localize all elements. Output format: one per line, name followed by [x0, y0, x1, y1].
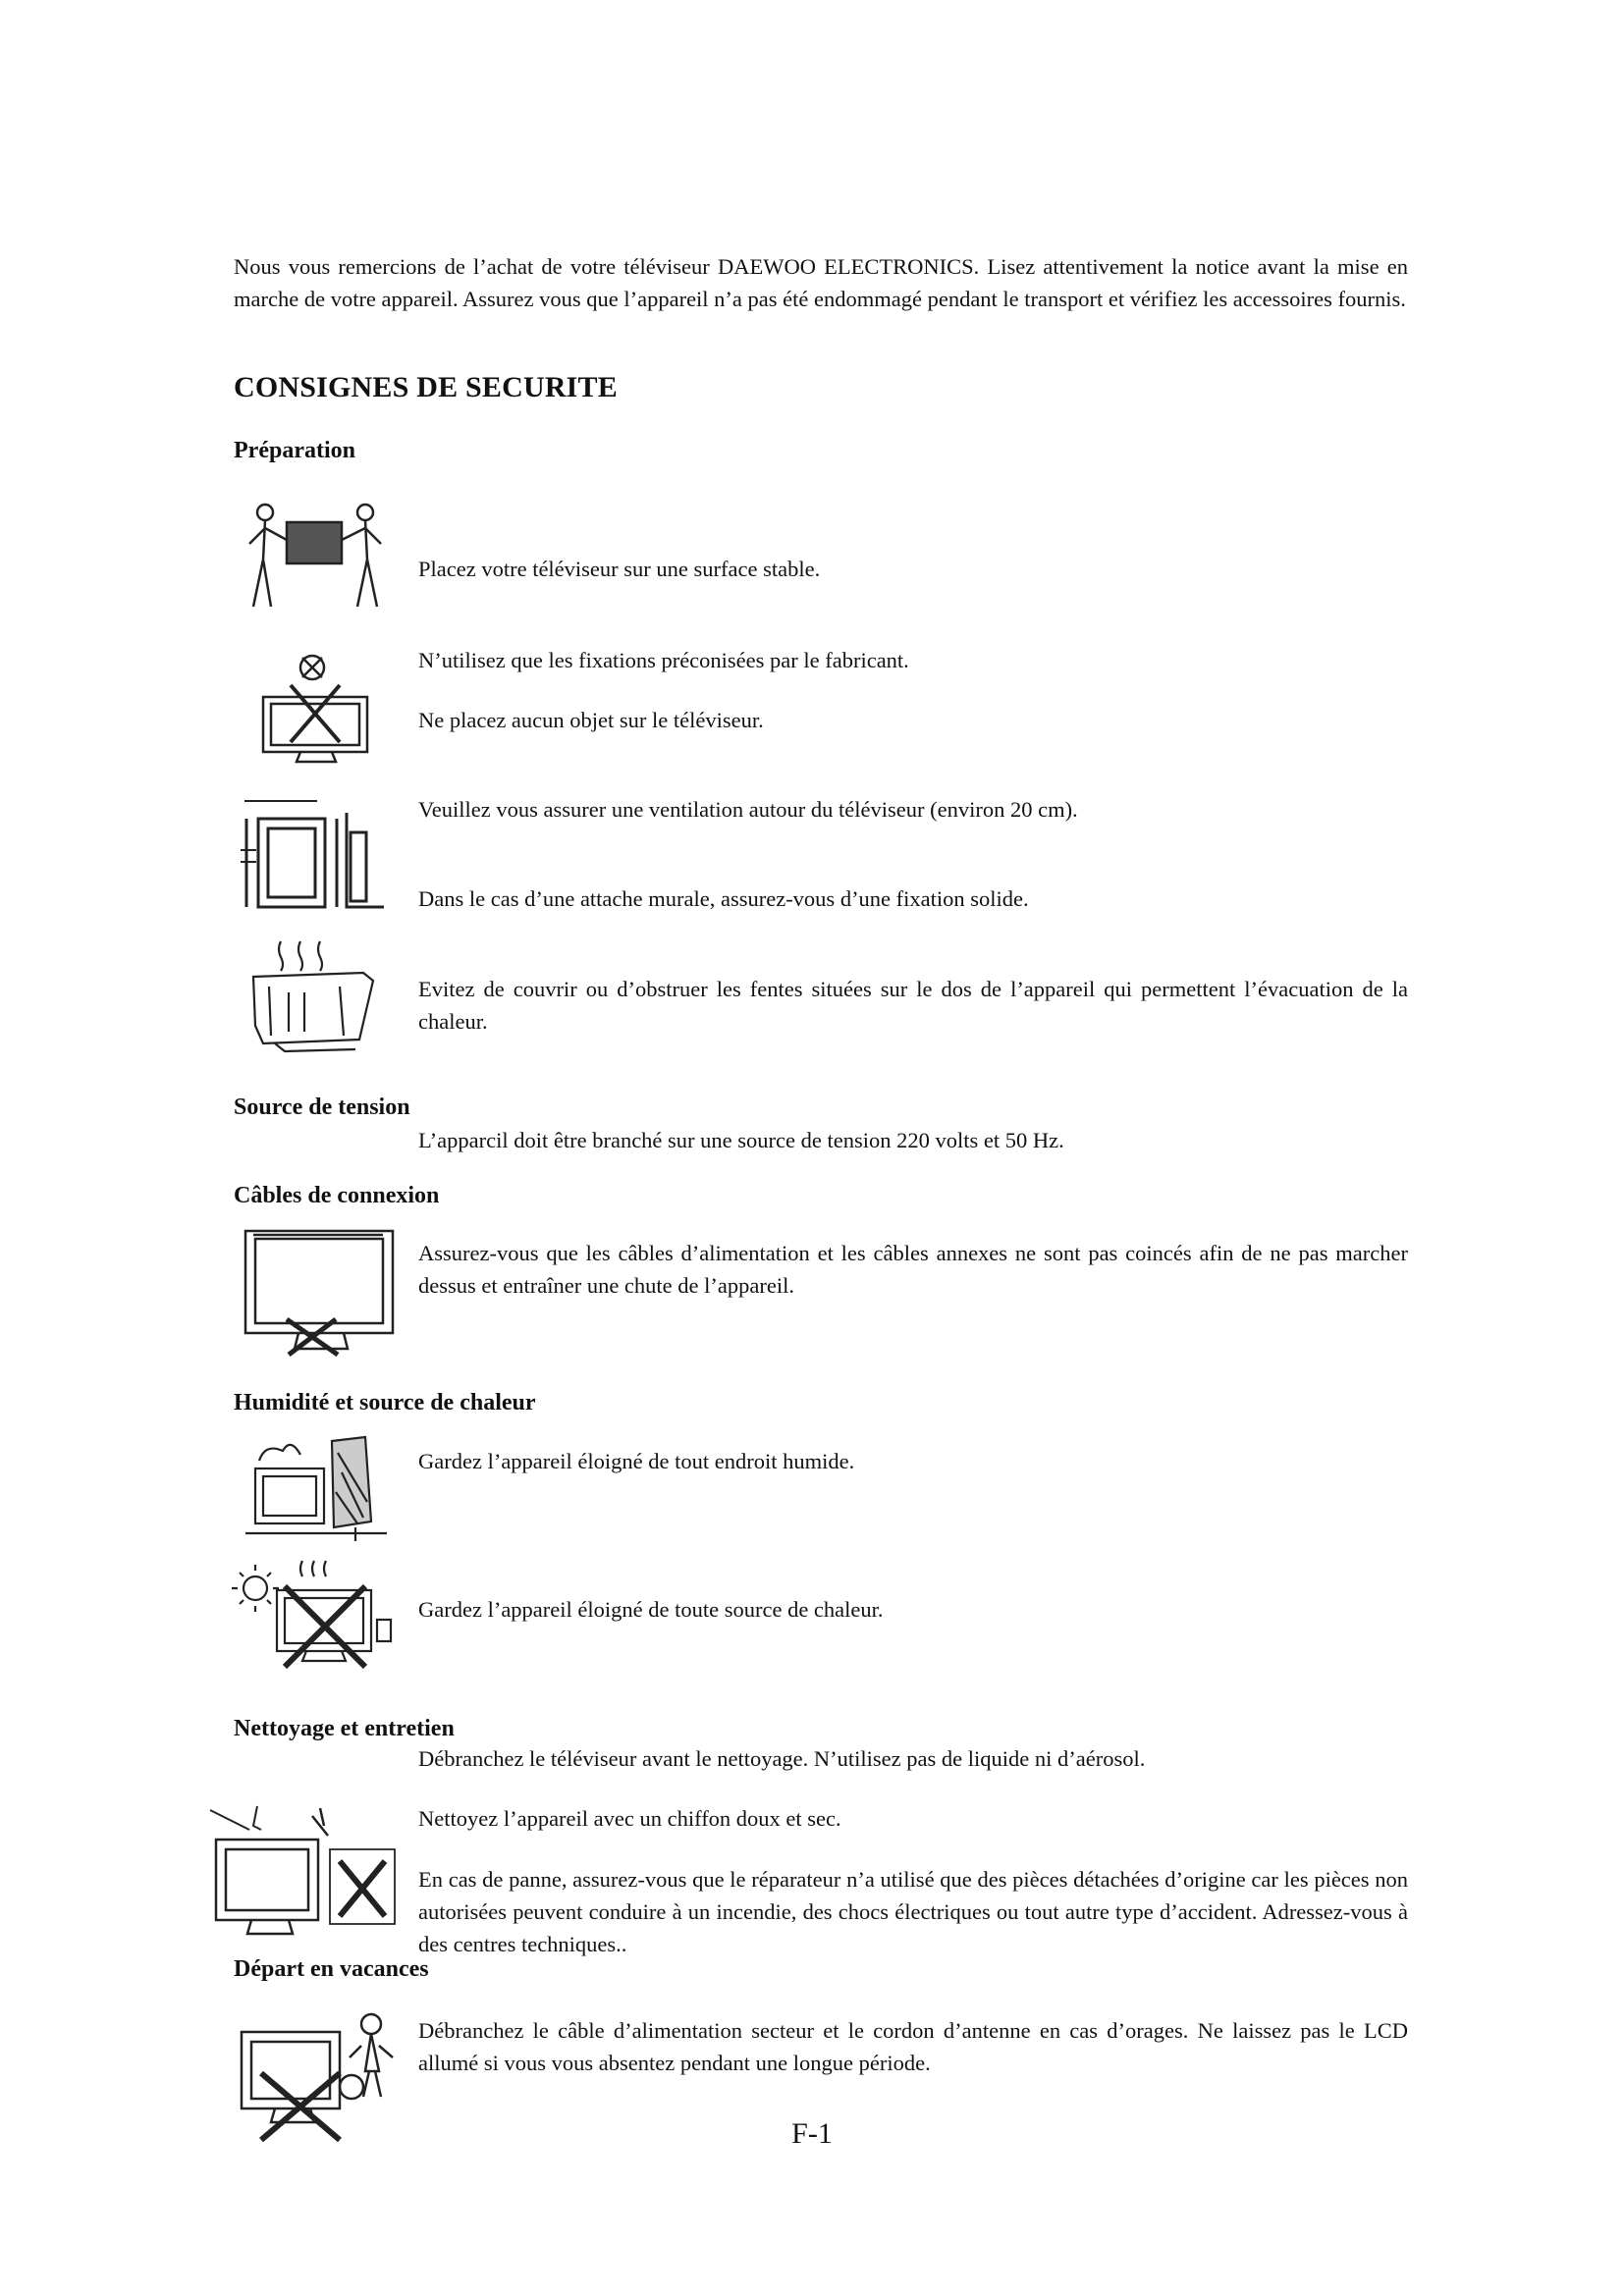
carry-tv-illustration — [236, 501, 393, 611]
intro-paragraph: Nous vous remercions de l’achat de votre téléviseur DAEWOO ELECTRONICS. Lisez attentivement la notice avant la mise en marche de votre appareil. Assurez vous que l’appareil n’a pas été endommagé pendant le transport et vérifiez les accessoires fournis. — [234, 254, 1408, 311]
stable-surface-text: Placez votre téléviseur sur une surface stable. — [418, 557, 821, 581]
cable-trip-illustration — [240, 1227, 401, 1357]
section-heading-preparation: Préparation — [234, 438, 355, 463]
cloth-text: Nettoyez l’appareil avec un chiffon doux et sec. — [418, 1806, 841, 1831]
section-heading-cleaning: Nettoyage et entretien — [234, 1716, 455, 1741]
cleaning-illustration — [202, 1796, 405, 1942]
ventilation-clearance-illustration — [239, 793, 386, 911]
cables-text: Assurez-vous que les câbles d’alimentation et les câbles annexes ne sont pas coincés afin de ne pas marcher dessus et entraîner une chute de l’appareil. — [418, 1241, 1408, 1298]
fixations-text: N’utilisez que les fixations préconisées par le fabricant. — [418, 648, 909, 672]
heat-text: Gardez l’appareil éloigné de toute source de chaleur. — [418, 1597, 884, 1622]
wall-mount-text: Dans le cas d’une attache murale, assurez-vous d’une fixation solide. — [418, 886, 1029, 911]
heat-source-illustration — [222, 1551, 397, 1673]
power-text: L’apparcil doit être branché sur une source de tension 220 volts et 50 Hz. — [418, 1128, 1064, 1152]
humidity-illustration — [240, 1433, 397, 1543]
section-heading-vacation: Départ en vacances — [234, 1956, 429, 1982]
page-number: F-1 — [791, 2117, 833, 2150]
repair-text: En cas de panne, assurez-vous que le réparateur n’a utilisé que des pièces détachées d’origine car les pièces non autorisées peuvent conduire à un incendie, des chocs électriques ou tout autre type d’accident. Adressez-vous à des centres techniques.. — [418, 1867, 1408, 1956]
section-heading-power: Source de tension — [234, 1095, 410, 1120]
no-object-text: Ne placez aucun objet sur le téléviseur. — [418, 708, 764, 732]
no-object-on-tv-illustration — [242, 648, 389, 766]
section-heading-humidity: Humidité et source de chaleur — [234, 1390, 536, 1415]
humid-text: Gardez l’appareil éloigné de tout endroit humide. — [418, 1449, 855, 1473]
vents-text: Evitez de couvrir ou d’obstruer les fentes situées sur le dos de l’appareil qui permettent l’évacuation de la chaleur. — [418, 977, 1408, 1034]
page-title: CONSIGNES DE SECURITE — [234, 371, 618, 403]
vacation-text: Débranchez le câble d’alimentation secteur et le cordon d’antenne en cas d’orages. Ne laissez pas le LCD allumé si vous vous absentez pendant une longue période. — [418, 2018, 1408, 2075]
section-heading-cables: Câbles de connexion — [234, 1183, 440, 1208]
tv-back-vents-illustration — [245, 937, 383, 1055]
ventilation-text: Veuillez vous assurer une ventilation autour du téléviseur (environ 20 cm). — [418, 797, 1078, 822]
unplug-text: Débranchez le téléviseur avant le nettoyage. N’utilisez pas de liquide ni d’aérosol. — [418, 1746, 1146, 1771]
